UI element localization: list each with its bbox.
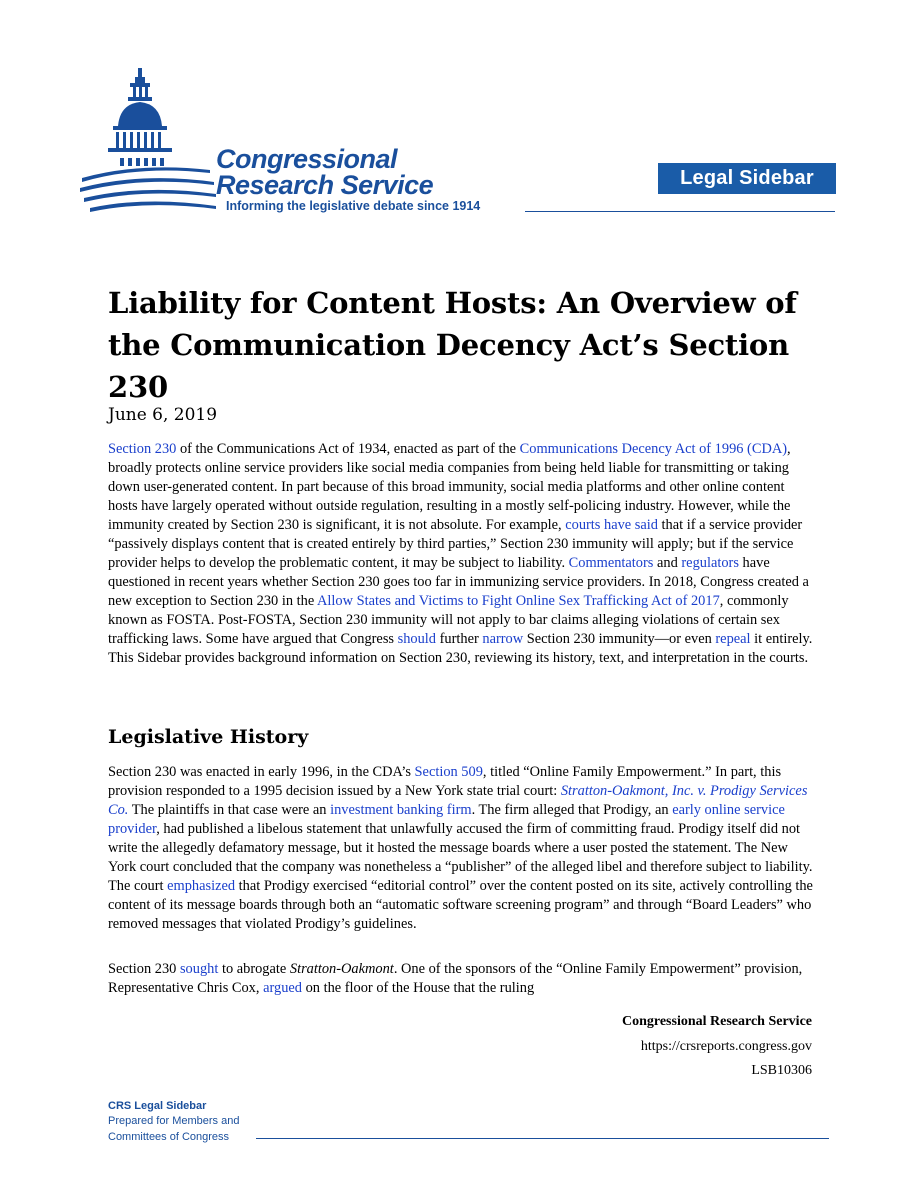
text-run: , titled “Online Family Empowerment.” In part, this provision responded to a 1995 decision issued by a New York state trial court: [108,764,782,799]
text-run: . One of the sponsors of the “Online Family Empowerment” provision, Representative Chris Cox, [108,961,803,996]
publication-date: June 6, 2019 [108,405,218,425]
text-run: further [436,631,483,647]
org-name-line2: Research Service [216,170,434,200]
text-run: and [653,555,682,571]
capitol-dome-icon [80,66,230,216]
text-run: , commonly known as FOSTA. Post-FOSTA, Section 230 immunity will not apply to bar claims alleging violations of certain sex trafficking laws. Some have argued that Congress [108,593,789,647]
org-name-line1: Congressional [216,144,398,174]
hyperlink[interactable]: argued [263,980,302,996]
hyperlink[interactable]: should [397,631,437,647]
text-run: to abrogate [218,961,290,977]
hyperlink[interactable]: sought [179,961,219,977]
hyperlink[interactable]: emphasized [167,878,236,894]
text-run: . The firm alleged that Prodigy, an [471,802,673,818]
paragraph-legislative-history-1 [108,763,813,934]
text-run: Section 230 [108,961,180,977]
text-run: , broadly protects online service providers like social media companies from being held liable for transmitting or taking down user-generated content. In part because of this broad immunity, social media platforms and other online content hosts have largely operated without outside regulation, resulting in a mostly self-policing industry. However, while the immunity created by Section 230 is significant, it is not absolute. For example, [108,441,791,533]
text-run: Stratton-Oakmont [289,961,394,977]
footer-rule [256,1138,829,1139]
text-run: Section 230 was enacted in early 1996, in the CDA’s [108,764,415,780]
hyperlink[interactable]: courts have said [565,517,658,533]
hyperlink[interactable]: investment banking firm [330,802,472,818]
footer-url[interactable]: https://crsreports.congress.gov [640,1039,812,1054]
section-heading: Legislative History [108,726,309,748]
hyperlink[interactable]: Commentators [568,555,654,571]
footer-report-id: LSB10306 [751,1063,812,1078]
org-tagline: Informing the legislative debate since 1914 [226,199,481,213]
footer-org: Congressional Research Service [621,1014,812,1029]
text-run: , had published a libelous statement that unlawfully accused the firm of committing fraud. Prodigy itself did not write the allegedly defamatory message, but it hosted the message boards where a user posted the statement. The New York court concluded that the company was nonetheless a “publisher” of the alleged libel and therefore subject to liability. The court [108,821,813,894]
text-run: of the Communications Act of 1934, enacted as part of the [176,441,520,457]
hyperlink[interactable]: Section 230 [108,441,177,457]
footer-prepared-line2: Committees of Congress [108,1131,230,1143]
footer-sidebar-label: CRS Legal Sidebar [108,1100,207,1112]
hyperlink[interactable]: Communications Decency Act of 1996 (CDA) [519,441,788,457]
hyperlink[interactable]: repeal [715,631,751,647]
hyperlink[interactable]: regulators [681,555,739,571]
title-line-1: Liability for Content Hosts: An Overview of [108,286,797,320]
header-rule [525,211,835,212]
text-run: that Prodigy exercised “editorial control” over the content posted on its site, actively controlling the content of its message boards through both an “automatic software screening program” and through “Board Leaders” who removed messages that violated Prodigy’s guidelines. [108,878,813,932]
text-run: Section 230 immunity—or even [523,631,716,647]
title-line-2: the Communication Decency Act’s Section 230 [108,328,789,404]
footer-prepared-line1: Prepared for Members and [108,1115,240,1127]
hyperlink[interactable]: Stratton-Oakmont, Inc. v. Prodigy Services Co. [108,783,808,818]
hyperlink[interactable]: narrow [482,631,524,647]
text-run: The plaintiffs in that case were an [128,802,331,818]
paragraph-legislative-history-2 [108,960,813,998]
hyperlink[interactable]: early online service provider [108,802,785,837]
legal-sidebar-badge: Legal Sidebar [658,163,836,194]
hyperlink[interactable]: Section 509 [414,764,483,780]
text-run: that if a service provider “passively displays content that is created entirely by third parties,” Section 230 immunity will apply; but if the service provider helps to develop the problematic content, it may be subject to liability. [108,517,803,571]
text-run: on the floor of the House that the ruling [301,980,535,996]
hyperlink[interactable]: Allow States and Victims to Fight Online Sex Trafficking Act of 2017 [317,593,720,609]
document-title [108,282,828,408]
text-run: have questioned in recent years whether Section 230 goes too far in immunizing service providers. In 2018, Congress created a new exception to Section 230 in the [108,555,809,609]
text-run: it entirely. This Sidebar provides background information on Section 230, reviewing its history, text, and interpretation in the courts. [108,631,813,666]
paragraph-intro [108,440,813,668]
